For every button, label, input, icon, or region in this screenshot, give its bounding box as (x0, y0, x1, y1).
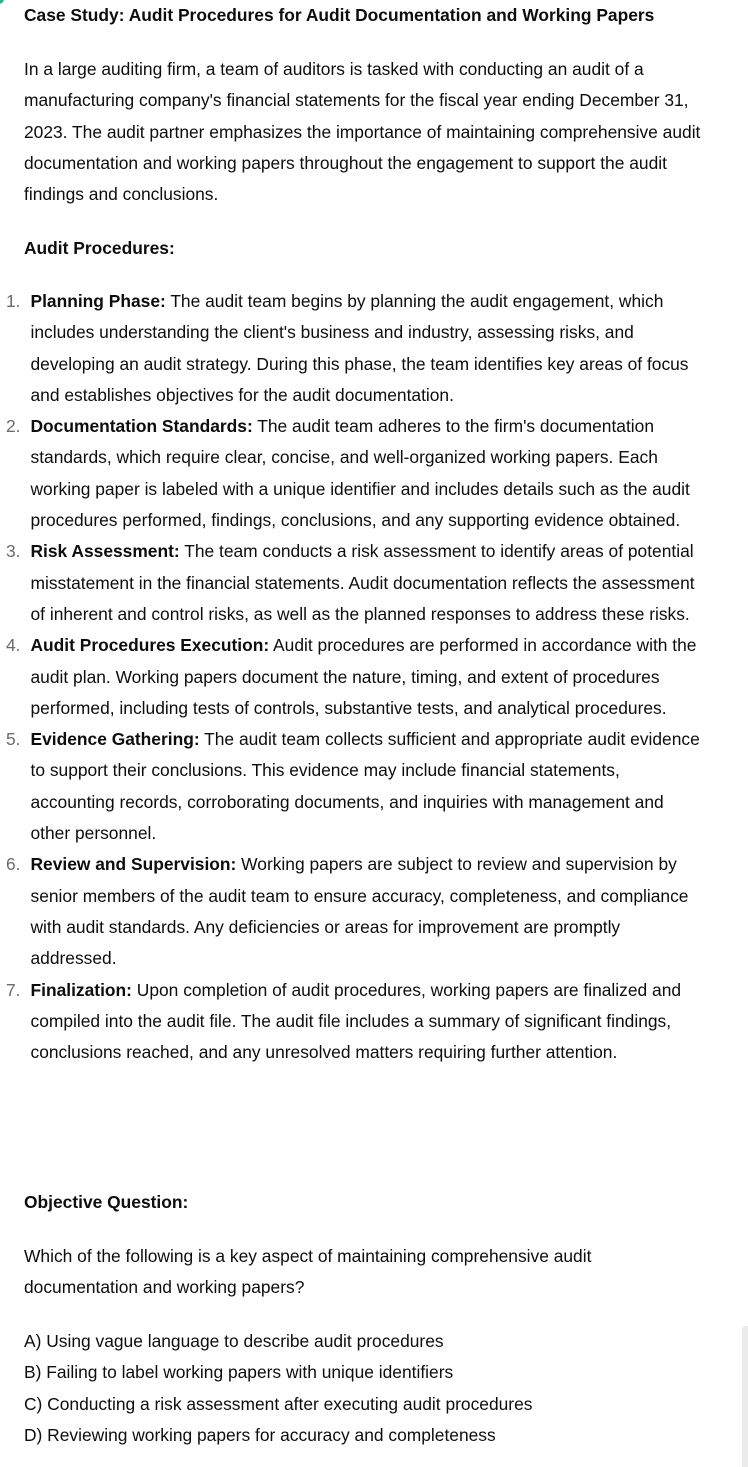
list-item (0, 975, 700, 1069)
question-text: Which of the following is a key aspect of maintaining comprehensive audit documentation and working papers? (24, 1246, 592, 1298)
list-item (0, 849, 700, 974)
list-number: 3. (6, 541, 21, 562)
list-item (0, 536, 700, 630)
option-c: C) Conducting a risk assessment after executing audit procedures (24, 1393, 533, 1414)
item-title: Finalization: (30, 979, 132, 1000)
procedures-heading: Audit Procedures: (24, 238, 175, 258)
answer-options (24, 1326, 714, 1451)
scrollbar[interactable] (742, 1326, 748, 1467)
procedures-list (0, 286, 700, 1068)
list-number: 4. (6, 635, 21, 656)
list-number: 6. (6, 854, 21, 875)
item-text: The audit team adheres to the firm's documentation standards, which require clear, concise, and well-organized working papers. Each working paper is labeled with a unique identifier and includes details such as the audit procedures performed, findings, conclusions, and any supporting evidence obtained. (30, 416, 690, 531)
list-number: 1. (6, 291, 21, 311)
item-title: Risk Assessment: (30, 541, 180, 562)
list-number: 7. (6, 979, 21, 1000)
intro-paragraph: In a large auditing firm, a team of auditors is tasked with conducting an audit of a manufacturing company's financial statements for the fiscal year ending December 31, 2023. The audit partner emphasizes the importance of maintaining comprehensive audit documentation and working papers throughout the engagement to support the audit findings and conclusions. (24, 59, 701, 205)
option-a: A) Using vague language to describe audit procedures (24, 1331, 444, 1351)
list-number: 5. (6, 729, 21, 750)
option-b: B) Failing to label working papers with unique identifiers (24, 1362, 454, 1383)
accent-dot (0, 0, 4, 4)
page-title: Case Study: Audit Procedures for Audit Documentation and Working Papers (24, 5, 655, 25)
list-number: 2. (6, 416, 21, 437)
item-title: Audit Procedures Execution: (30, 635, 270, 656)
list-item (0, 724, 700, 849)
question-heading: Objective Question: (24, 1192, 189, 1212)
list-item (0, 630, 700, 724)
item-title: Planning Phase: (30, 291, 166, 311)
item-text: The team conducts a risk assessment to identify areas of potential misstatement in the financial statements. Audit documentation reflects the assessment of inherent and control risks, as well as the planned responses to address these risks. (30, 541, 695, 624)
item-text: The audit team collects sufficient and appropriate audit evidence to support their conclusions. This evidence may include financial statements, accounting records, corroborating documents, and inquiries with management and other personnel. (30, 729, 700, 844)
item-text: Working papers are subject to review and supervision by senior members of the audit team to ensure accuracy, completeness, and compliance with audit standards. Any deficiencies or areas for improvement are promptly addressed. (30, 854, 689, 969)
list-item (0, 286, 700, 411)
list-item (0, 411, 700, 536)
item-title: Documentation Standards: (30, 416, 253, 437)
option-d: D) Reviewing working papers for accuracy and completeness (24, 1424, 496, 1445)
item-title: Review and Supervision: (30, 854, 237, 875)
item-text: Upon completion of audit procedures, working papers are finalized and compiled into the audit file. The audit file includes a summary of significant findings, conclusions reached, and any unresolved matters requiring further attention. (30, 979, 682, 1063)
item-text: The audit team begins by planning the audit engagement, which includes understanding the client's business and industry, assessing risks, and developing an audit strategy. During this phase, the team identifies key areas of focus and establishes objectives for the audit documentation. (30, 291, 689, 405)
item-text: Audit procedures are performed in accordance with the audit plan. Working papers document the nature, timing, and extent of procedures performed, including tests of controls, substantive tests, and analytical procedures. (30, 635, 697, 718)
item-title: Evidence Gathering: (30, 729, 200, 750)
